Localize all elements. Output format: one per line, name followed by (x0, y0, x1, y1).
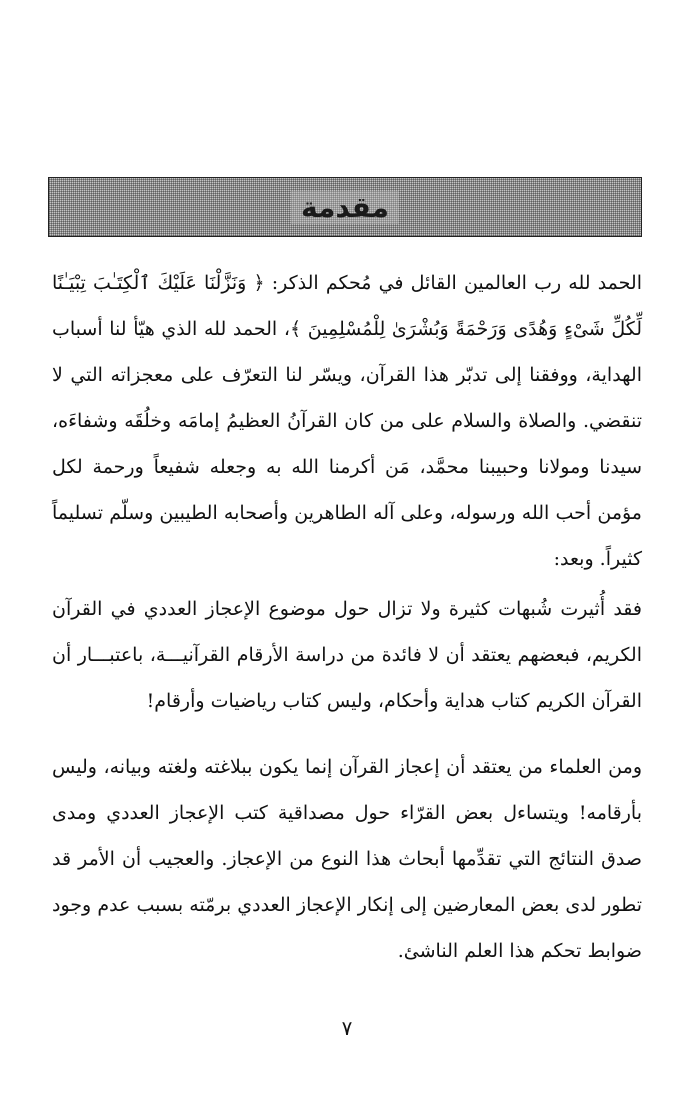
paragraph-scholars (52, 744, 642, 974)
paragraph-introduction-rest: ، الحمد لله الذي هيّأ لنا أسباب الهداية، ووفقنا إلى تدبّر هذا القرآن، ويسّر لنا التعرّف على معجزاته التي لا تنقضي. والصلاة والسلام على من كان القرآنُ العظيمُ إمامَه وخلُقَه وشفاءَه، سيدنا ومولانا وحبيبنا محمَّد، مَن أكرمنا الله به وجعله شفيعاً ورحمة لكل مؤمن أحب الله ورسوله، وعلى آله الطاهرين وأصحابه الطيبين وسلّم تسليماً كثيراً. وبعد: (52, 318, 642, 570)
paragraph-introduction (52, 260, 642, 582)
paragraph-doubts (52, 586, 642, 724)
page-number: ٧ (341, 1016, 353, 1040)
paragraph-scholars-text: ومن العلماء من يعتقد أن إعجاز القرآن إنما يكون ببلاغته ولغته وبيانه، وليس بأرقامه! ويتساءل بعض القرّاء حول مصداقية كتب الإعجاز العددي ومدى صدق النتائج التي تقدِّمها أبحاث هذا النوع من الإعجاز. والعجيب أن الأمر قد تطور لدى بعض المعارضين إلى إنكار الإعجاز العددي برمّته بسبب عدم وجود ضوابط تحكم هذا العلم الناشئ. (52, 756, 642, 962)
paragraph-introduction-lead: الحمد لله رب العالمين القائل في مُحكم الذكر: (264, 272, 642, 294)
quran-verse-quote: ﴿ وَنَزَّلْنَا عَلَيْكَ ٱلْكِتَـٰبَ تِبْيَـٰنًا لِّكُلِّ شَىْءٍ وَهُدًى وَرَحْمَةً وَبُشْرَىٰ لِلْمُسْلِمِينَ ﴾ (52, 272, 642, 340)
chapter-title: مقدمة (291, 191, 399, 224)
chapter-header-band (48, 177, 642, 237)
paragraph-doubts-text: فقد أُثيرت شُبهات كثيرة ولا تزال حول موضوع الإعجاز العددي في القرآن الكريم، فبعضهم يعتقد أن لا فائدة من دراسة الأرقام القرآنيـــة، باعتبـــار أن القرآن الكريم كتاب هداية وأحكام، وليس كتاب رياضيات وأرقام! (52, 598, 642, 712)
